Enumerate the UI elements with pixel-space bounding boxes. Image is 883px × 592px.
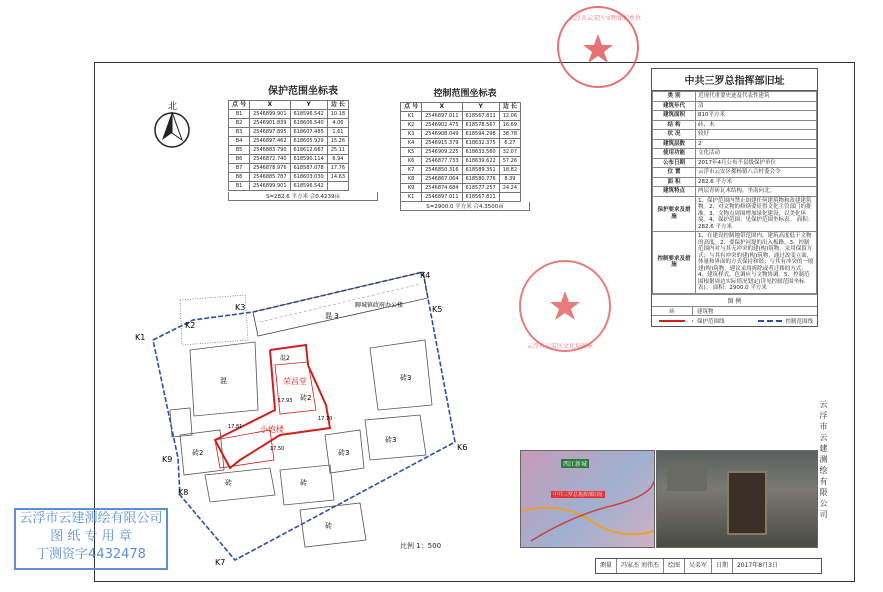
date-value: 2017年8月3日 [736,562,778,569]
table-cell: 25.11 [327,146,348,155]
site-map [120,270,480,575]
building-door-icon [727,471,767,535]
table-cell: 2546899.901 [250,110,290,119]
blue-stamp-line2: 图 纸 专 用 章 [50,529,132,544]
point-k3: K3 [235,303,246,312]
table-cell: 2546877.733 [422,157,462,166]
table-cell: 618587.078 [290,164,327,173]
table-row [229,110,349,119]
building-z1 [205,468,275,502]
table-cell [327,182,348,191]
table-row [229,173,349,182]
info-value: 282.6 平方米 [696,177,817,187]
point-k9: K9 [162,455,173,464]
table-cell: 2546850.316 [422,166,462,175]
photo-loc-label: 中共三罗总指挥部旧址 [553,492,604,498]
road-label: 聊城镇政府办公楼 [355,302,404,309]
table-cell: B6 [229,155,250,164]
table-cell: 618605.929 [290,137,327,146]
info-value: 清 [696,101,817,111]
lou2-label: 砖2 [300,394,312,402]
table-cell: 2546872.740 [250,155,290,164]
table-cell: B2 [229,119,250,128]
control-table-title: 控制范围坐标表 [433,89,497,99]
xiaopaolou-label: 小炮楼 [260,425,284,434]
draw-name: 吴弟军 [685,559,712,573]
table-cell: 10.18 [327,110,348,119]
table-cell: 2546867.064 [422,175,462,184]
table-cell: 618596.542 [290,110,327,119]
table-cell: 2546897.011 [422,112,462,121]
lou2b-label: 砖2 [192,449,204,457]
info-value: 2017年4月公布不县级保护单位 [696,158,817,168]
legend-label-control: 控制范围线 [785,318,813,325]
info-key: 建筑年代 [653,101,696,111]
red-seal-round-text: 云浮市云安区文化局图章 [527,343,594,350]
red-seal-round [505,256,615,356]
table-row [229,155,349,164]
info-value: 较好 [696,130,817,140]
zhuan-label: 砖 [225,479,232,487]
legend-red-line-icon [652,320,693,322]
info-key: 控制要求及措施 [653,232,696,294]
info-value: 2 [696,139,817,149]
table-row [229,119,349,128]
table-cell: 618606.540 [290,119,327,128]
info-value: 810平方米 [696,111,817,121]
table-cell: B1 [229,182,250,191]
lou3b-label: 砖3 [385,436,397,444]
info-key: 类 别 [653,92,696,102]
table-cell: 8.39 [499,175,520,184]
building-wall-icon [667,461,707,491]
table-cell: 618612.667 [290,146,327,155]
table-cell: 6.27 [499,139,520,148]
draw-label: 绘图 [664,559,685,573]
table-cell: 4.06 [327,119,348,128]
protect-table-footer: S=282.6 平方米 合0.4239亩 [228,192,378,201]
point-k4: K4 [420,271,431,280]
table-cell: 2546897.011 [422,193,462,202]
legend-blue-dash-icon [755,320,785,322]
table-cell: 2546883.790 [250,146,290,155]
company-vertical-label: 云浮市云建测绘有限公司 [819,400,828,521]
protect-table-header-cell: Y [290,101,327,110]
mix2-label: 混2 [280,355,290,362]
table-cell: B7 [229,164,250,173]
table-row [229,182,349,191]
rongchangtang-label: 荣昌堂 [283,377,307,386]
info-key: 保护要求及措施 [653,196,696,232]
info-value: 砖、木 [696,120,817,130]
table-cell: 618594.298 [462,130,499,139]
table-row [229,137,349,146]
red-seal-top-text: 云浮市云安区文物保护单位 [569,15,642,22]
point-k2: K2 [185,321,196,330]
point-k8: K8 [178,488,189,497]
lou3a-label: 砖3 [400,374,412,382]
table-cell: 2546915.379 [422,139,462,148]
table-row [229,128,349,137]
info-key: 结 构 [653,120,696,130]
protect-table-header-cell: 边 长 [327,101,348,110]
table-row [401,130,521,139]
info-value: 云浮市云安区都杨镇八合村委会令 [696,168,817,178]
table-cell: B3 [229,128,250,137]
table-cell: 15.26 [327,137,348,146]
control-table-block [400,86,530,211]
table-cell: 618633.560 [462,148,499,157]
table-cell: 2546885.787 [250,173,290,182]
point-k7: K7 [215,558,226,567]
legend-label-protect: 保护范围线 [697,318,725,325]
table-cell: 618639.622 [462,157,499,166]
blue-stamp [14,508,168,570]
info-row [653,130,817,140]
point-k6: K6 [457,443,468,452]
table-row [401,148,521,157]
point-k5: K5 [432,305,443,314]
info-value: 两层青砖瓦木结构，坐南向北。 [696,187,817,197]
protect-table-block [228,82,378,201]
table-cell: 618567.811 [462,112,499,121]
zhuan3-label: 砖 [325,522,332,530]
control-table-header-cell: 边 长 [499,103,520,112]
building-photo [656,450,818,548]
table-cell: 57.26 [499,157,520,166]
protect-table-header-cell: X [250,101,290,110]
table-cell: 2546901.839 [250,119,290,128]
table-cell: 2546878.976 [250,164,290,173]
table-cell: 2546897.895 [250,128,290,137]
table-row [401,121,521,130]
table-cell: 12.06 [499,112,520,121]
scale-label: 比例 1：500 [400,542,442,550]
info-row [653,139,817,149]
table-cell: 2546902.475 [422,121,462,130]
info-value: 近现代重要史迹及代表性建筑 [696,92,817,102]
protect-table-header [229,101,349,110]
mix3-label: 混 3 [325,312,339,320]
north-label: 北 [168,102,178,112]
table-cell: B1 [229,110,250,119]
red-seal-top [553,2,643,92]
table-cell: 618567.811 [462,193,499,202]
height3-label: 17.50 [270,446,285,452]
bottom-strip [595,558,822,574]
control-table-header-cell: Y [462,103,499,112]
legend-row-1 [652,306,817,315]
table-cell: 618632.375 [462,139,499,148]
table-cell: 24.24 [499,184,520,193]
info-row [653,187,817,197]
table-cell: 17.76 [327,164,348,173]
table-cell: 2546897.462 [250,137,290,146]
info-row [653,158,817,168]
table-cell: 618603.030 [290,173,327,182]
table-cell: 618577.257 [462,184,499,193]
info-row [653,120,817,130]
table-cell: 14.63 [327,173,348,182]
survey-names: 冯家杰 刘伟杰 [617,559,664,573]
table-row [229,164,349,173]
photo-map-label: 西江新城 [563,461,588,468]
info-value: 1、保护范围内禁止加建任何建筑物和改建建筑物。2、对文物的修缮要征得文化主管部门的批准。3、文物点周围增加绿化建设，以美化环境。4、保护范围：见保护范围坐标表。 面积：282.6 平方米 [696,196,817,232]
table-cell [499,193,520,202]
info-row [653,177,817,187]
info-key: 建筑层数 [653,139,696,149]
table-cell: 2546874.684 [422,184,462,193]
building-z3 [300,503,366,547]
info-row [653,92,817,102]
map-roads-icon [521,451,654,547]
protect-table-header-cell: 点 号 [229,101,250,110]
info-key: 面 积 [653,177,696,187]
table-row [229,146,349,155]
table-row [401,112,521,121]
table-cell: B4 [229,137,250,146]
point-k1: K1 [135,333,146,342]
info-row [653,196,817,232]
height2-label: 17.81 [228,424,243,430]
blue-stamp-line1: 云浮市云建测绘有限公司 [19,511,163,526]
building-z2 [280,465,334,505]
blue-stamp-line3: 丁测资字4432478 [36,547,146,562]
zhuan2-label: 砖 [300,479,307,487]
table-row [401,193,521,202]
table-row [401,157,521,166]
date-label: 日期 [712,559,733,573]
control-table [400,102,521,202]
info-panel [651,68,818,327]
north-arrow-icon [148,100,198,152]
table-cell: 2546909.225 [422,148,462,157]
table-cell: 18.82 [499,166,520,175]
table-cell: K8 [401,175,422,184]
protect-table-title: 保护范围坐标表 [268,86,338,97]
table-cell: K9 [401,184,422,193]
table-cell: 16.69 [499,121,520,130]
table-row [401,175,521,184]
info-row [653,232,817,294]
table-cell: B8 [229,173,250,182]
info-key: 建筑面积 [653,111,696,121]
table-cell: 32.07 [499,148,520,157]
protect-table [228,100,349,191]
info-title: 中共三罗总指挥部旧址 [652,69,817,91]
info-key: 建筑特点 [653,187,696,197]
table-cell: 618580.776 [462,175,499,184]
info-key: 公布日期 [653,158,696,168]
lou3c-label: 砖3 [338,449,350,457]
table-cell: K2 [401,121,422,130]
location-map-photo [520,450,655,548]
table-cell: K7 [401,166,422,175]
table-cell: 618578.567 [462,121,499,130]
table-cell: K4 [401,139,422,148]
legend-row-2 [652,315,817,326]
table-cell: B5 [229,146,250,155]
control-table-footer: S=2900.0 平方米 合4.3500亩 [400,202,530,211]
height1-label: 17.93 [278,398,293,404]
info-key: 状 况 [653,130,696,140]
info-key: 使用功能 [653,149,696,159]
table-cell: 618596.542 [290,182,327,191]
table-cell: 1.61 [327,128,348,137]
table-cell: 38.78 [499,130,520,139]
table-cell: K1 [401,112,422,121]
legend-sym-brick: 砖 [652,307,693,315]
info-value: 文化活动 [696,149,817,159]
height4-label: 17.70 [318,416,333,422]
info-row [653,168,817,178]
survey-label: 测量 [596,559,617,573]
table-cell: 618607.485 [290,128,327,137]
table-row [401,184,521,193]
control-table-header-cell: 点 号 [401,103,422,112]
legend-label-brick: 建筑物 [697,308,714,315]
table-cell: 2546899.901 [250,182,290,191]
info-row [653,149,817,159]
table-row [401,139,521,148]
info-key: 位 置 [653,168,696,178]
table-cell: 618589.351 [462,166,499,175]
control-table-header [401,103,521,112]
info-row [653,111,817,121]
table-cell: K1 [401,193,422,202]
legend-title: 图 例 [652,294,817,306]
info-value: 1、在建设控制地带范围内，建筑高度低于文物的高度。2、要保护河堤的出入板路。3、控制范围内对与其无冲突的建(构)筑物，采用保留方式；与其有冲突的建(构)筑物，通过改变立面，体量和界面的方式保持和谐；与其有冲突的一般建(构)筑物，建议采用拆除或者迁移的方式。4、建筑样式，色调应与文物协调。5、控制范围根据周边实际情况划定(详见控制范围坐标表)。 面积：2900.0 平方米 [696,232,817,294]
table-cell: 618590.114 [290,155,327,164]
table-cell: 6.94 [327,155,348,164]
table-row [401,166,521,175]
table-cell: K6 [401,157,422,166]
mix-label: 混 [220,377,227,385]
table-cell: K5 [401,148,422,157]
info-table [652,91,817,294]
info-row [653,101,817,111]
table-cell: K3 [401,130,422,139]
table-cell: 2546908.049 [422,130,462,139]
control-table-header-cell: X [422,103,462,112]
